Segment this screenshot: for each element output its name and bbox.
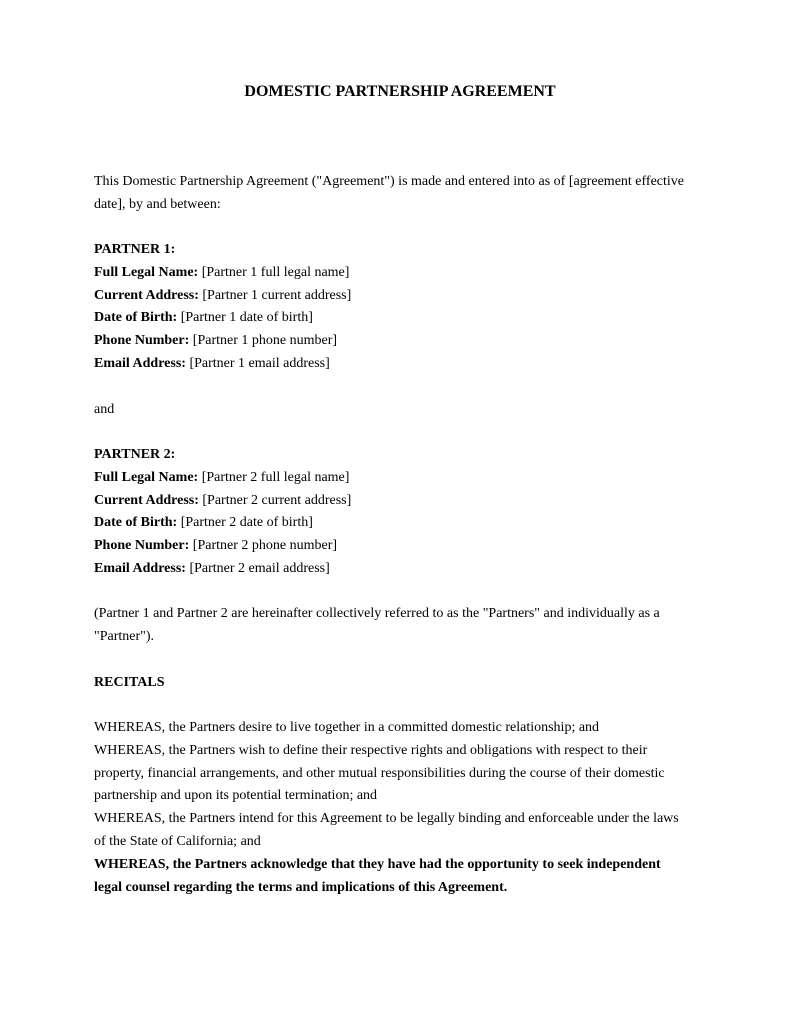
field-value: [Partner 1 current address] [202, 287, 352, 303]
field-label: Email Address: [94, 355, 186, 371]
recital-line: partnership and upon its potential termination; and [94, 788, 378, 804]
field-value: [Partner 2 phone number] [192, 538, 338, 554]
field-label: Date of Birth: [94, 515, 178, 531]
partner1-heading: PARTNER 1: [94, 242, 176, 257]
conjunction-block [94, 399, 709, 422]
partner1-block [94, 239, 709, 376]
recitals-heading-block [94, 672, 709, 695]
partner2-heading: PARTNER 2: [94, 447, 176, 462]
recital-line: property, financial arrangements, and other mutual responsibilities during the course of their domestic [94, 765, 665, 781]
partner1-field [94, 262, 709, 285]
field-value: [Partner 1 full legal name] [201, 264, 350, 280]
field-label: Full Legal Name: [94, 469, 199, 485]
field-value: [Partner 2 full legal name] [201, 469, 350, 485]
intro-line: date], by and between: [94, 196, 221, 212]
partner2-block [94, 444, 709, 581]
recital-line: WHEREAS, the Partners wish to define their respective rights and obligations with respect to their [94, 742, 648, 758]
field-value: [Partner 1 date of birth] [180, 310, 313, 326]
partner2-field [94, 490, 709, 513]
field-value: [Partner 2 date of birth] [180, 515, 313, 531]
partner2-field [94, 512, 709, 535]
recitals-body [94, 717, 709, 899]
field-label: Full Legal Name: [94, 264, 199, 280]
partner2-field [94, 535, 709, 558]
field-label: Phone Number: [94, 538, 190, 554]
collective-paragraph [94, 603, 709, 649]
document-title: DOMESTIC PARTNERSHIP AGREEMENT [244, 83, 556, 100]
partner2-field [94, 558, 709, 581]
partner1-field [94, 307, 709, 330]
partner1-field [94, 330, 709, 353]
recital-line: of the State of California; and [94, 833, 261, 849]
recital-line: WHEREAS, the Partners desire to live together in a committed domestic relationship; and [94, 720, 600, 735]
recital-line-bold: legal counsel regarding the terms and implications of this Agreement. [94, 879, 508, 895]
intro-line: This Domestic Partnership Agreement ("Agreement") is made and entered into as of [agreement effective [94, 174, 685, 189]
partner1-field [94, 353, 709, 376]
partner2-field [94, 467, 709, 490]
field-label: Email Address: [94, 560, 186, 576]
conjunction-text: and [94, 402, 115, 417]
field-value: [Partner 2 current address] [202, 492, 352, 508]
field-label: Date of Birth: [94, 310, 178, 326]
collective-line: (Partner 1 and Partner 2 are hereinafter collectively referred to as the "Partners" and individually as a [94, 606, 660, 621]
field-value: [Partner 1 phone number] [192, 333, 338, 349]
recital-line: WHEREAS, the Partners intend for this Agreement to be legally binding and enforceable under the laws [94, 811, 679, 827]
recital-line-bold: WHEREAS, the Partners acknowledge that they have had the opportunity to seek independent [94, 856, 661, 872]
field-label: Current Address: [94, 287, 199, 303]
intro-paragraph [94, 171, 709, 217]
field-value: [Partner 1 email address] [189, 355, 330, 371]
field-label: Current Address: [94, 492, 199, 508]
collective-line: "Partner"). [94, 628, 155, 644]
field-value: [Partner 2 email address] [189, 560, 330, 576]
field-label: Phone Number: [94, 333, 190, 349]
partner1-field [94, 285, 709, 308]
recitals-heading: RECITALS [94, 675, 165, 690]
